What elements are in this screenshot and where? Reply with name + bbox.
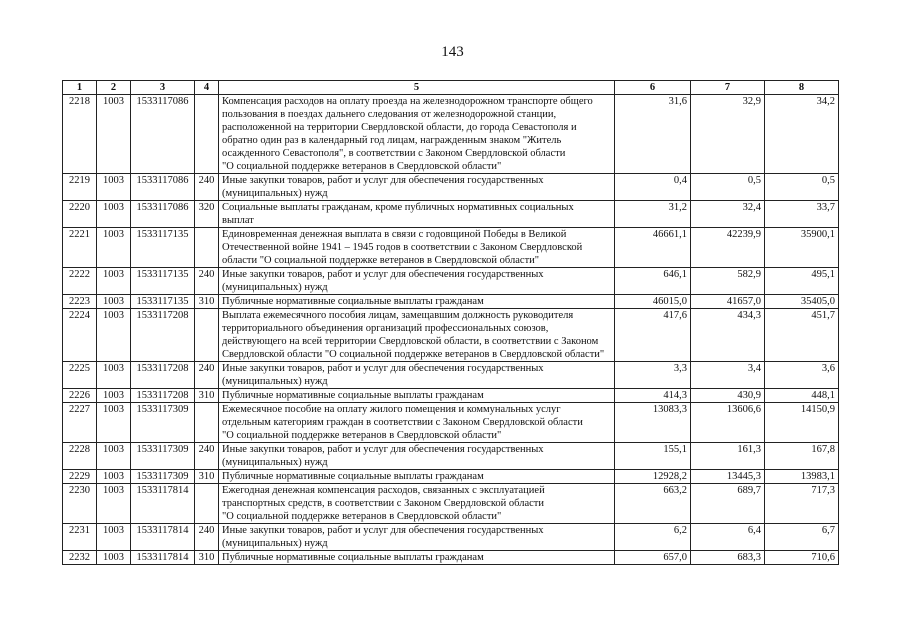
table-row xyxy=(63,524,839,551)
amount-col6-cell: 417,6 xyxy=(615,309,691,362)
article-code-cell: 1533117208 xyxy=(131,309,195,362)
amount-col6-cell: 31,2 xyxy=(615,201,691,228)
amount-col6-cell: 646,1 xyxy=(615,268,691,295)
table-row xyxy=(63,95,839,174)
amount-col7-cell: 3,4 xyxy=(691,362,765,389)
amount-col6-cell: 46661,1 xyxy=(615,228,691,268)
header-cell: 5 xyxy=(219,81,615,95)
table-header-row xyxy=(63,81,839,95)
description-cell: Публичные нормативные социальные выплаты гражданам xyxy=(219,295,615,309)
table-row xyxy=(63,201,839,228)
description-cell: Иные закупки товаров, работ и услуг для обеспечения государственных (муниципальных) нужд xyxy=(219,174,615,201)
table-row xyxy=(63,443,839,470)
description-cell: Иные закупки товаров, работ и услуг для обеспечения государственных (муниципальных) нужд xyxy=(219,362,615,389)
amount-col8-cell: 35900,1 xyxy=(765,228,839,268)
description-cell: Иные закупки товаров, работ и услуг для обеспечения государственных (муниципальных) нужд xyxy=(219,443,615,470)
amount-col7-cell: 430,9 xyxy=(691,389,765,403)
header-cell: 8 xyxy=(765,81,839,95)
amount-col8-cell: 6,7 xyxy=(765,524,839,551)
table-row xyxy=(63,389,839,403)
section-code-cell: 1003 xyxy=(97,470,131,484)
section-code-cell: 1003 xyxy=(97,524,131,551)
expense-type-cell: 240 xyxy=(195,362,219,389)
amount-col6-cell: 155,1 xyxy=(615,443,691,470)
article-code-cell: 1533117135 xyxy=(131,295,195,309)
amount-col8-cell: 35405,0 xyxy=(765,295,839,309)
description-cell: Публичные нормативные социальные выплаты гражданам xyxy=(219,389,615,403)
table-row xyxy=(63,268,839,295)
amount-col6-cell: 13083,3 xyxy=(615,403,691,443)
table-row xyxy=(63,228,839,268)
header-cell: 2 xyxy=(97,81,131,95)
expense-type-cell xyxy=(195,403,219,443)
amount-col7-cell: 161,3 xyxy=(691,443,765,470)
row-number-cell: 2223 xyxy=(63,295,97,309)
expense-type-cell: 320 xyxy=(195,201,219,228)
section-code-cell: 1003 xyxy=(97,95,131,174)
expense-type-cell xyxy=(195,228,219,268)
expense-type-cell xyxy=(195,309,219,362)
expense-type-cell: 310 xyxy=(195,295,219,309)
amount-col7-cell: 13606,6 xyxy=(691,403,765,443)
row-number-cell: 2231 xyxy=(63,524,97,551)
table-row xyxy=(63,362,839,389)
article-code-cell: 1533117135 xyxy=(131,228,195,268)
description-cell: Единовременная денежная выплата в связи с годовщиной Победы в Великой Отечественной войне 1941 – 1945 годов в соответствии с Законом Свердловской области "О социальной поддержке ветеранов в Свердловской области" xyxy=(219,228,615,268)
amount-col7-cell: 32,4 xyxy=(691,201,765,228)
article-code-cell: 1533117208 xyxy=(131,362,195,389)
header-cell: 7 xyxy=(691,81,765,95)
expense-type-cell: 310 xyxy=(195,551,219,565)
article-code-cell: 1533117208 xyxy=(131,389,195,403)
section-code-cell: 1003 xyxy=(97,268,131,295)
row-number-cell: 2228 xyxy=(63,443,97,470)
article-code-cell: 1533117814 xyxy=(131,551,195,565)
table-row xyxy=(63,470,839,484)
expense-type-cell: 240 xyxy=(195,443,219,470)
row-number-cell: 2229 xyxy=(63,470,97,484)
row-number-cell: 2227 xyxy=(63,403,97,443)
amount-col8-cell: 34,2 xyxy=(765,95,839,174)
amount-col7-cell: 434,3 xyxy=(691,309,765,362)
amount-col8-cell: 13983,1 xyxy=(765,470,839,484)
amount-col7-cell: 6,4 xyxy=(691,524,765,551)
article-code-cell: 1533117309 xyxy=(131,443,195,470)
header-cell: 6 xyxy=(615,81,691,95)
amount-col6-cell: 46015,0 xyxy=(615,295,691,309)
article-code-cell: 1533117086 xyxy=(131,174,195,201)
section-code-cell: 1003 xyxy=(97,389,131,403)
amount-col8-cell: 167,8 xyxy=(765,443,839,470)
description-cell: Публичные нормативные социальные выплаты гражданам xyxy=(219,470,615,484)
section-code-cell: 1003 xyxy=(97,309,131,362)
row-number-cell: 2225 xyxy=(63,362,97,389)
expense-type-cell: 310 xyxy=(195,470,219,484)
amount-col8-cell: 495,1 xyxy=(765,268,839,295)
section-code-cell: 1003 xyxy=(97,443,131,470)
description-cell: Иные закупки товаров, работ и услуг для обеспечения государственных (муниципальных) нужд xyxy=(219,524,615,551)
article-code-cell: 1533117086 xyxy=(131,201,195,228)
description-cell: Социальные выплаты гражданам, кроме публичных нормативных социальных выплат xyxy=(219,201,615,228)
row-number-cell: 2230 xyxy=(63,484,97,524)
description-cell: Ежегодная денежная компенсация расходов, связанных с эксплуатацией транспортных средств, в соответствии с Законом Свердловской области "О социальной поддержке ветеранов в Свердловской области" xyxy=(219,484,615,524)
description-cell: Выплата ежемесячного пособия лицам, замещавшим должность руководителя территориального объединения организаций профессиональных союзов, действующего на всей территории Свердловской области, в соответствии с Законом Свердловской области "О социальной поддержке ветеранов в Свердловской области" xyxy=(219,309,615,362)
article-code-cell: 1533117814 xyxy=(131,484,195,524)
section-code-cell: 1003 xyxy=(97,551,131,565)
section-code-cell: 1003 xyxy=(97,201,131,228)
header-cell: 4 xyxy=(195,81,219,95)
amount-col7-cell: 41657,0 xyxy=(691,295,765,309)
header-cell: 3 xyxy=(131,81,195,95)
article-code-cell: 1533117814 xyxy=(131,524,195,551)
amount-col7-cell: 13445,3 xyxy=(691,470,765,484)
expense-type-cell xyxy=(195,484,219,524)
amount-col7-cell: 42239,9 xyxy=(691,228,765,268)
section-code-cell: 1003 xyxy=(97,362,131,389)
table-row xyxy=(63,551,839,565)
amount-col6-cell: 12928,2 xyxy=(615,470,691,484)
amount-col6-cell: 6,2 xyxy=(615,524,691,551)
table-row xyxy=(63,295,839,309)
description-cell: Публичные нормативные социальные выплаты гражданам xyxy=(219,551,615,565)
amount-col6-cell: 663,2 xyxy=(615,484,691,524)
section-code-cell: 1003 xyxy=(97,484,131,524)
expense-type-cell: 240 xyxy=(195,174,219,201)
amount-col6-cell: 657,0 xyxy=(615,551,691,565)
amount-col6-cell: 414,3 xyxy=(615,389,691,403)
article-code-cell: 1533117309 xyxy=(131,470,195,484)
amount-col8-cell: 710,6 xyxy=(765,551,839,565)
article-code-cell: 1533117086 xyxy=(131,95,195,174)
section-code-cell: 1003 xyxy=(97,228,131,268)
expense-type-cell: 240 xyxy=(195,268,219,295)
amount-col7-cell: 683,3 xyxy=(691,551,765,565)
page-number: 143 xyxy=(441,44,464,60)
amount-col8-cell: 33,7 xyxy=(765,201,839,228)
budget-table xyxy=(62,80,839,565)
row-number-cell: 2222 xyxy=(63,268,97,295)
amount-col7-cell: 689,7 xyxy=(691,484,765,524)
amount-col8-cell: 0,5 xyxy=(765,174,839,201)
header-cell: 1 xyxy=(63,81,97,95)
amount-col8-cell: 717,3 xyxy=(765,484,839,524)
article-code-cell: 1533117135 xyxy=(131,268,195,295)
table-row xyxy=(63,403,839,443)
amount-col8-cell: 448,1 xyxy=(765,389,839,403)
expense-type-cell xyxy=(195,95,219,174)
row-number-cell: 2218 xyxy=(63,95,97,174)
row-number-cell: 2219 xyxy=(63,174,97,201)
row-number-cell: 2232 xyxy=(63,551,97,565)
row-number-cell: 2220 xyxy=(63,201,97,228)
section-code-cell: 1003 xyxy=(97,295,131,309)
amount-col8-cell: 3,6 xyxy=(765,362,839,389)
section-code-cell: 1003 xyxy=(97,403,131,443)
amount-col6-cell: 0,4 xyxy=(615,174,691,201)
article-code-cell: 1533117309 xyxy=(131,403,195,443)
expense-type-cell: 310 xyxy=(195,389,219,403)
description-cell: Компенсация расходов на оплату проезда на железнодорожном транспорте общего пользования в поездах дальнего следования от железнодорожной станции, расположенной на территории Свердловской области, до города Севастополя и обратно один раз в календарный год лицам, награжденным знаком "Житель осажденного Севастополя", в соответствии с Законом Свердловской области "О социальной поддержке ветеранов в Свердловской области" xyxy=(219,95,615,174)
row-number-cell: 2226 xyxy=(63,389,97,403)
row-number-cell: 2221 xyxy=(63,228,97,268)
description-cell: Иные закупки товаров, работ и услуг для обеспечения государственных (муниципальных) нужд xyxy=(219,268,615,295)
expense-type-cell: 240 xyxy=(195,524,219,551)
table-row xyxy=(63,484,839,524)
row-number-cell: 2224 xyxy=(63,309,97,362)
amount-col7-cell: 32,9 xyxy=(691,95,765,174)
section-code-cell: 1003 xyxy=(97,174,131,201)
table-row xyxy=(63,309,839,362)
amount-col8-cell: 14150,9 xyxy=(765,403,839,443)
amount-col6-cell: 31,6 xyxy=(615,95,691,174)
amount-col7-cell: 582,9 xyxy=(691,268,765,295)
amount-col7-cell: 0,5 xyxy=(691,174,765,201)
amount-col6-cell: 3,3 xyxy=(615,362,691,389)
amount-col8-cell: 451,7 xyxy=(765,309,839,362)
description-cell: Ежемесячное пособие на оплату жилого помещения и коммунальных услуг отдельным категориям граждан в соответствии с Законом Свердловской области "О социальной поддержке ветеранов в Свердловской области" xyxy=(219,403,615,443)
table-row xyxy=(63,174,839,201)
